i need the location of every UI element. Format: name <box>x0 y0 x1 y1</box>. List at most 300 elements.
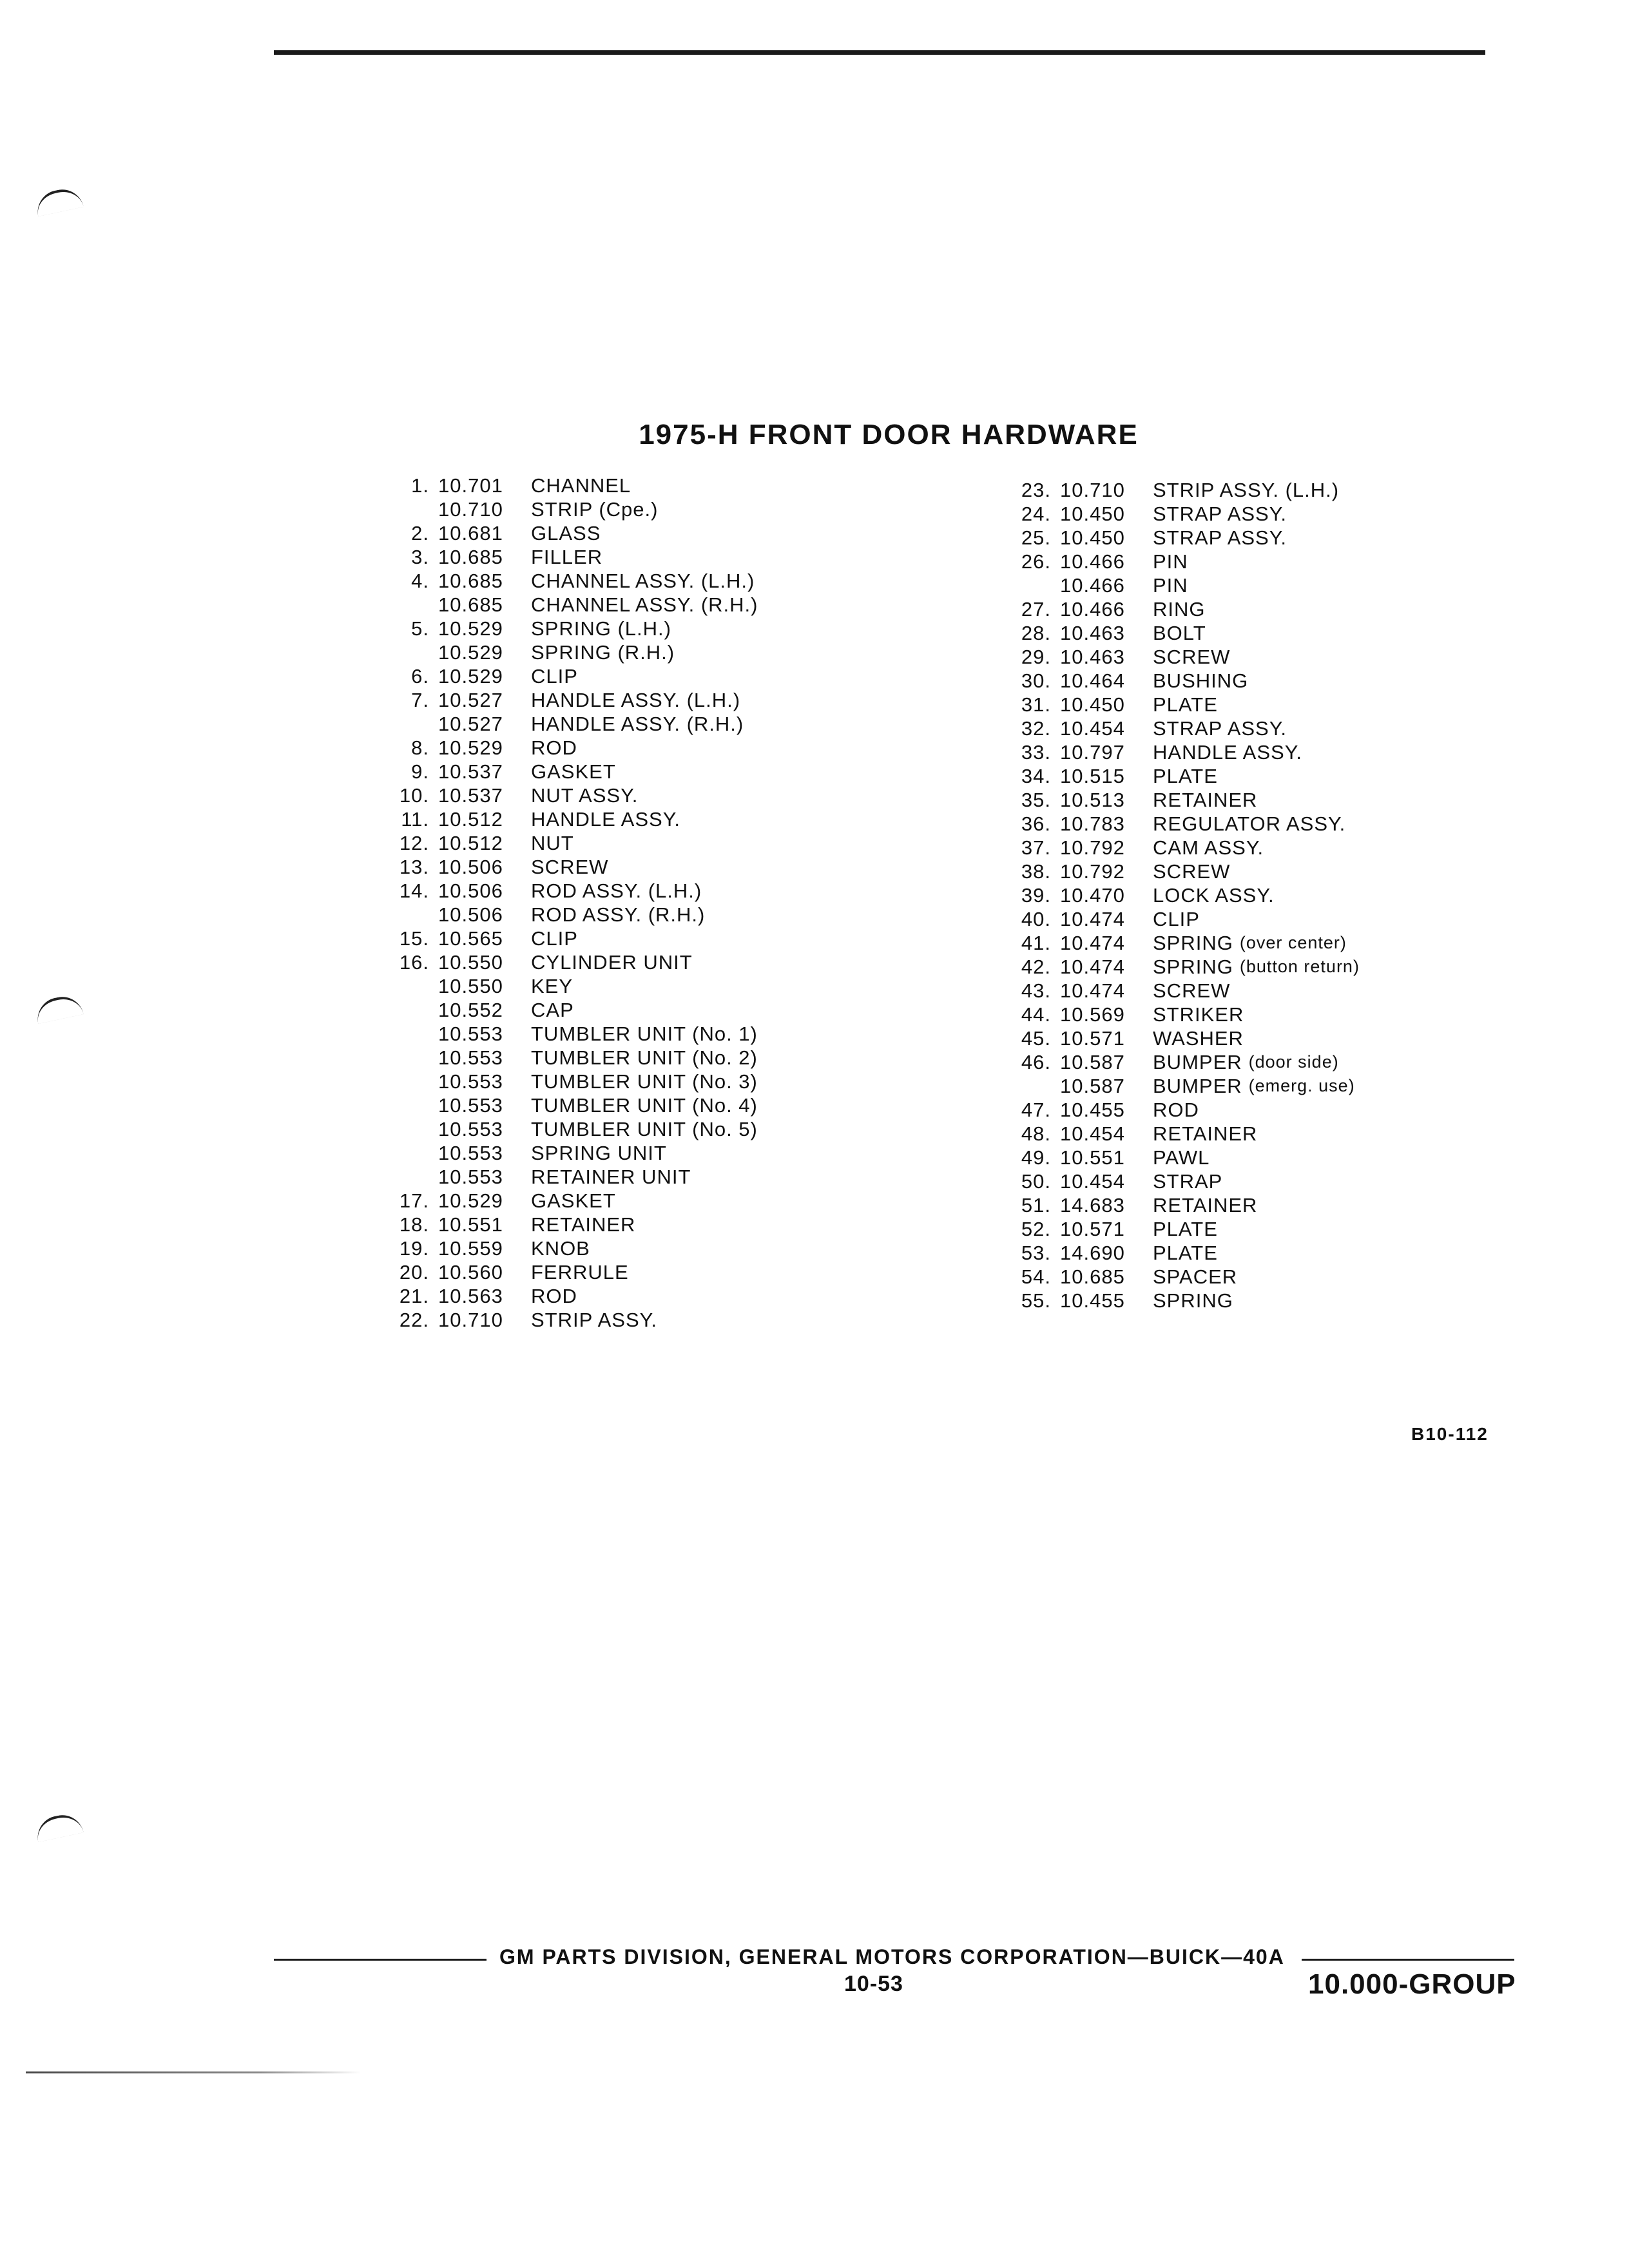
parts-list-row <box>983 883 1360 907</box>
part-description: STRIP ASSY. <box>531 1309 657 1331</box>
parts-list-row <box>983 693 1360 716</box>
group-number: 10.710 <box>438 1309 503 1331</box>
group-number: 14.690 <box>1060 1242 1125 1264</box>
group-number: 10.550 <box>438 951 503 974</box>
part-description: ROD ASSY. (L.H.) <box>531 879 702 902</box>
item-number: 28. <box>1021 622 1051 644</box>
group-number: 10.553 <box>438 1070 503 1093</box>
item-number: 41. <box>1021 932 1051 954</box>
part-description: HANDLE ASSY. <box>1153 741 1302 764</box>
item-number <box>361 1070 438 1093</box>
item-number: 46. <box>1021 1051 1051 1073</box>
parts-list-row <box>361 903 758 927</box>
part-description: STRAP ASSY. <box>1153 503 1287 525</box>
part-description: STRIP (Cpe.) <box>531 498 659 521</box>
group-number: 10.569 <box>1060 1003 1125 1026</box>
part-description: RETAINER <box>531 1213 636 1236</box>
parts-list-row <box>361 1093 758 1117</box>
part-description: CYLINDER UNIT <box>531 951 693 974</box>
group-number: 10.529 <box>438 736 503 759</box>
parts-list-row <box>983 740 1360 764</box>
group-number: 10.529 <box>438 641 503 664</box>
group-number: 10.537 <box>438 784 503 807</box>
part-description: STRAP ASSY. <box>1153 717 1287 740</box>
part-description: ROD <box>531 1285 577 1307</box>
item-number: 17. <box>399 1189 429 1212</box>
item-number: 54. <box>1021 1265 1051 1288</box>
item-number: 38. <box>1021 860 1051 883</box>
part-description: RETAINER <box>1153 789 1258 811</box>
part-description: SCREW <box>531 856 609 878</box>
group-number: 10.565 <box>438 927 503 950</box>
item-number: 33. <box>1021 741 1051 764</box>
parts-list-row <box>361 760 758 783</box>
parts-list-left <box>361 474 758 1332</box>
group-number: 10.797 <box>1060 741 1125 764</box>
part-description: NUT <box>531 832 574 854</box>
parts-list-row <box>983 550 1360 573</box>
page-number: 10-53 <box>844 1972 903 1996</box>
part-description: SPACER <box>1153 1265 1238 1288</box>
part-description: HANDLE ASSY. (L.H.) <box>531 689 741 711</box>
item-number: 22. <box>399 1309 429 1331</box>
group-number: 10.550 <box>438 975 503 997</box>
item-number: 2. <box>411 522 429 544</box>
parts-list-row <box>361 1260 758 1284</box>
group-number: 10.512 <box>438 808 503 831</box>
group-number: 10.783 <box>1060 812 1125 835</box>
group-number: 10.474 <box>1060 979 1125 1002</box>
part-description: KEY <box>531 975 574 997</box>
parts-list-row <box>983 597 1360 621</box>
group-number: 10.506 <box>438 903 503 926</box>
item-number: 51. <box>1021 1194 1051 1216</box>
parts-list-row <box>983 478 1360 502</box>
part-description: TUMBLER UNIT (No. 3) <box>531 1070 758 1093</box>
parts-list-row <box>361 1046 758 1070</box>
item-number <box>983 573 1060 597</box>
part-description: PIN <box>1153 574 1188 597</box>
part-description: SPRING (L.H.) <box>531 617 671 640</box>
binder-hole-mark-bottom <box>34 1811 83 1842</box>
parts-list-row <box>983 1241 1360 1265</box>
parts-list-row <box>983 860 1360 883</box>
parts-list-row <box>983 1074 1360 1098</box>
item-number <box>361 497 438 521</box>
part-description: REGULATOR ASSY. <box>1153 812 1346 835</box>
parts-list-row <box>361 1070 758 1093</box>
part-description: HANDLE ASSY. <box>531 808 680 831</box>
parts-list-row <box>361 1165 758 1189</box>
part-description: BUMPER <box>1153 1075 1242 1097</box>
part-description: SCREW <box>1153 860 1231 883</box>
part-description: ROD <box>1153 1099 1199 1121</box>
group-number: 10.685 <box>1060 1265 1125 1288</box>
part-description: FILLER <box>531 546 603 568</box>
group-number: 10.529 <box>438 1189 503 1212</box>
group-number: 10.529 <box>438 617 503 640</box>
item-number <box>361 1022 438 1046</box>
item-number: 23. <box>1021 479 1051 501</box>
scan-edge-mark <box>26 2071 361 2073</box>
parts-list-row <box>983 1003 1360 1026</box>
part-description: KNOB <box>531 1237 590 1260</box>
parts-list-row <box>361 1022 758 1046</box>
group-number: 10.455 <box>1060 1099 1125 1121</box>
parts-list-row <box>361 569 758 593</box>
item-number <box>361 998 438 1022</box>
item-number: 37. <box>1021 836 1051 859</box>
group-number: 10.559 <box>438 1237 503 1260</box>
group-number: 10.466 <box>1060 574 1125 597</box>
footer-publisher: GM PARTS DIVISION, GENERAL MOTORS CORPORATION—BUICK—40A <box>499 1945 1285 1968</box>
item-number: 19. <box>399 1237 429 1260</box>
group-number: 10.560 <box>438 1261 503 1283</box>
part-description: CHANNEL <box>531 474 631 497</box>
item-number: 40. <box>1021 908 1051 930</box>
part-description: WASHER <box>1153 1027 1244 1050</box>
parts-list-row <box>983 669 1360 693</box>
parts-list-row <box>983 716 1360 740</box>
item-number: 29. <box>1021 646 1051 668</box>
item-number: 52. <box>1021 1218 1051 1240</box>
part-description: ROD ASSY. (R.H.) <box>531 903 706 926</box>
footer-rule-left <box>274 1959 487 1961</box>
part-note: (door side) <box>1248 1052 1339 1072</box>
group-number: 10.587 <box>1060 1075 1125 1097</box>
binder-hole-mark-middle <box>34 993 83 1024</box>
parts-list-row <box>983 1217 1360 1241</box>
item-number <box>361 903 438 927</box>
part-note: (button return) <box>1239 957 1360 976</box>
item-number: 3. <box>411 546 429 568</box>
group-number: 10.450 <box>1060 693 1125 716</box>
part-description: RING <box>1153 598 1206 620</box>
item-number: 35. <box>1021 789 1051 811</box>
group-number: 10.527 <box>438 689 503 711</box>
group-number: 10.553 <box>438 1094 503 1117</box>
part-description: PLATE <box>1153 1218 1218 1240</box>
item-number <box>361 1141 438 1165</box>
group-number: 10.553 <box>438 1142 503 1164</box>
item-number: 39. <box>1021 884 1051 907</box>
part-description: SCREW <box>1153 646 1231 668</box>
item-number: 16. <box>399 951 429 974</box>
parts-list-row <box>983 907 1360 931</box>
group-number: 10.792 <box>1060 860 1125 883</box>
parts-list-row <box>983 645 1360 669</box>
item-number: 8. <box>411 736 429 759</box>
parts-list-row <box>983 621 1360 645</box>
item-number: 14. <box>399 879 429 902</box>
parts-list-right <box>983 478 1360 1312</box>
part-description: SPRING UNIT <box>531 1142 667 1164</box>
parts-list-row <box>983 764 1360 788</box>
group-number: 10.529 <box>438 665 503 687</box>
item-number: 45. <box>1021 1027 1051 1050</box>
group-number: 10.571 <box>1060 1218 1125 1240</box>
item-number <box>361 712 438 736</box>
page-title: 1975-H FRONT DOOR HARDWARE <box>639 419 1139 450</box>
group-number: 10.513 <box>1060 789 1125 811</box>
parts-list-row <box>361 736 758 760</box>
part-note: (over center) <box>1239 933 1347 952</box>
part-description: HANDLE ASSY. (R.H.) <box>531 713 744 735</box>
item-number: 9. <box>411 760 429 783</box>
parts-list-row <box>361 783 758 807</box>
item-number: 15. <box>399 927 429 950</box>
part-description: TUMBLER UNIT (No. 2) <box>531 1046 758 1069</box>
part-description: TUMBLER UNIT (No. 4) <box>531 1094 758 1117</box>
group-label: 10.000-GROUP <box>1308 1968 1516 2000</box>
item-number: 36. <box>1021 812 1051 835</box>
parts-list-row <box>361 521 758 545</box>
part-description: CHANNEL ASSY. (R.H.) <box>531 593 758 616</box>
item-number: 27. <box>1021 598 1051 620</box>
item-number: 26. <box>1021 550 1051 573</box>
parts-list-row <box>983 979 1360 1003</box>
parts-list-row <box>361 617 758 640</box>
group-number: 10.506 <box>438 879 503 902</box>
parts-list-row <box>361 807 758 831</box>
part-description: SPRING <box>1153 956 1233 978</box>
item-number: 50. <box>1021 1170 1051 1193</box>
part-description: NUT ASSY. <box>531 784 639 807</box>
parts-list-row <box>983 955 1360 979</box>
part-description: CAP <box>531 999 574 1021</box>
figure-code: B10-112 <box>1411 1424 1489 1444</box>
group-number: 10.463 <box>1060 622 1125 644</box>
item-number <box>361 1093 438 1117</box>
parts-list-row <box>983 1289 1360 1312</box>
part-description: PIN <box>1153 550 1188 573</box>
footer-rule-right <box>1302 1959 1514 1961</box>
parts-list-row <box>361 1141 758 1165</box>
part-description: PLATE <box>1153 693 1218 716</box>
group-number: 10.701 <box>438 474 503 497</box>
item-number <box>361 1117 438 1141</box>
item-number: 10. <box>399 784 429 807</box>
parts-list-row <box>983 1122 1360 1146</box>
item-number: 20. <box>399 1261 429 1283</box>
parts-list-row <box>361 545 758 569</box>
item-number: 47. <box>1021 1099 1051 1121</box>
part-description: PAWL <box>1153 1146 1210 1169</box>
group-number: 10.685 <box>438 546 503 568</box>
item-number: 7. <box>411 689 429 711</box>
group-number: 10.685 <box>438 570 503 592</box>
part-description: TUMBLER UNIT (No. 5) <box>531 1118 758 1140</box>
group-number: 10.587 <box>1060 1051 1125 1073</box>
top-rule <box>274 50 1485 55</box>
part-description: BUSHING <box>1153 669 1249 692</box>
parts-list-row <box>983 526 1360 550</box>
part-description: GLASS <box>531 522 601 544</box>
part-description: STRIP ASSY. (L.H.) <box>1153 479 1340 501</box>
group-number: 10.553 <box>438 1166 503 1188</box>
item-number: 18. <box>399 1213 429 1236</box>
group-number: 10.470 <box>1060 884 1125 907</box>
part-description: ROD <box>531 736 577 759</box>
group-number: 10.463 <box>1060 646 1125 668</box>
binder-hole-mark-top <box>34 186 83 216</box>
part-description: TUMBLER UNIT (No. 1) <box>531 1023 758 1045</box>
group-number: 10.553 <box>438 1118 503 1140</box>
item-number: 31. <box>1021 693 1051 716</box>
parts-list-row <box>983 502 1360 526</box>
group-number: 10.454 <box>1060 1170 1125 1193</box>
group-number: 10.681 <box>438 522 503 544</box>
part-description: FERRULE <box>531 1261 629 1283</box>
parts-list-row <box>983 1146 1360 1169</box>
parts-list-row <box>361 640 758 664</box>
group-number: 14.683 <box>1060 1194 1125 1216</box>
group-number: 10.515 <box>1060 765 1125 787</box>
group-number: 10.466 <box>1060 550 1125 573</box>
group-number: 10.454 <box>1060 1122 1125 1145</box>
parts-list-row <box>361 497 758 521</box>
part-description: CLIP <box>531 665 578 687</box>
parts-list-row <box>361 1308 758 1332</box>
group-number: 10.553 <box>438 1046 503 1069</box>
item-number: 6. <box>411 665 429 687</box>
item-number: 5. <box>411 617 429 640</box>
part-description: RETAINER UNIT <box>531 1166 691 1188</box>
part-description: GASKET <box>531 760 616 783</box>
group-number: 10.450 <box>1060 526 1125 549</box>
item-number: 32. <box>1021 717 1051 740</box>
parts-list-row <box>361 879 758 903</box>
parts-list-row <box>361 1236 758 1260</box>
part-description: RETAINER <box>1153 1194 1258 1216</box>
parts-list-row <box>983 573 1360 597</box>
group-number: 10.450 <box>1060 503 1125 525</box>
parts-list-row <box>361 474 758 497</box>
group-number: 10.455 <box>1060 1289 1125 1312</box>
group-number: 10.506 <box>438 856 503 878</box>
parts-list-row <box>983 1193 1360 1217</box>
item-number <box>361 974 438 998</box>
part-description: SPRING (R.H.) <box>531 641 675 664</box>
parts-list-row <box>361 593 758 617</box>
item-number: 53. <box>1021 1242 1051 1264</box>
part-description: CLIP <box>531 927 578 950</box>
parts-list-row <box>983 1026 1360 1050</box>
part-description: CAM ASSY. <box>1153 836 1264 859</box>
parts-list-row <box>361 974 758 998</box>
group-number: 10.553 <box>438 1023 503 1045</box>
item-number: 12. <box>399 832 429 854</box>
item-number: 1. <box>411 474 429 497</box>
part-description: RETAINER <box>1153 1122 1258 1145</box>
parts-list-row <box>361 831 758 855</box>
group-number: 10.710 <box>1060 479 1125 501</box>
item-number: 30. <box>1021 669 1051 692</box>
item-number: 4. <box>411 570 429 592</box>
parts-list-row <box>983 812 1360 836</box>
part-description: STRIKER <box>1153 1003 1244 1026</box>
group-number: 10.466 <box>1060 598 1125 620</box>
group-number: 10.474 <box>1060 932 1125 954</box>
part-description: CLIP <box>1153 908 1200 930</box>
group-number: 10.551 <box>438 1213 503 1236</box>
group-number: 10.792 <box>1060 836 1125 859</box>
item-number: 48. <box>1021 1122 1051 1145</box>
group-number: 10.454 <box>1060 717 1125 740</box>
group-number: 10.571 <box>1060 1027 1125 1050</box>
item-number <box>361 1046 438 1070</box>
group-number: 10.464 <box>1060 669 1125 692</box>
part-description: BUMPER <box>1153 1051 1242 1073</box>
item-number: 42. <box>1021 956 1051 978</box>
parts-list-row <box>983 1050 1360 1074</box>
parts-list-row <box>361 998 758 1022</box>
parts-list-row <box>361 664 758 688</box>
parts-list-row <box>983 1098 1360 1122</box>
item-number: 34. <box>1021 765 1051 787</box>
part-description: CHANNEL ASSY. (L.H.) <box>531 570 755 592</box>
item-number: 44. <box>1021 1003 1051 1026</box>
group-number: 10.685 <box>438 593 503 616</box>
parts-list-row <box>983 1169 1360 1193</box>
parts-list-row <box>361 1284 758 1308</box>
group-number: 10.563 <box>438 1285 503 1307</box>
part-description: SPRING <box>1153 932 1233 954</box>
parts-list-row <box>361 1117 758 1141</box>
part-description: PLATE <box>1153 1242 1218 1264</box>
part-note: (emerg. use) <box>1248 1076 1355 1095</box>
parts-list-row <box>983 788 1360 812</box>
parts-list-row <box>361 1189 758 1213</box>
group-number: 10.552 <box>438 999 503 1021</box>
group-number: 10.474 <box>1060 956 1125 978</box>
parts-list-row <box>983 931 1360 955</box>
part-description: BOLT <box>1153 622 1206 644</box>
parts-list-row <box>361 1213 758 1236</box>
part-description: SPRING <box>1153 1289 1233 1312</box>
parts-list-row <box>983 836 1360 860</box>
part-description: PLATE <box>1153 765 1218 787</box>
group-number: 10.512 <box>438 832 503 854</box>
item-number: 11. <box>401 808 429 831</box>
part-description: GASKET <box>531 1189 616 1212</box>
item-number: 25. <box>1021 526 1051 549</box>
part-description: STRAP ASSY. <box>1153 526 1287 549</box>
group-number: 10.527 <box>438 713 503 735</box>
item-number: 55. <box>1021 1289 1051 1312</box>
group-number: 10.537 <box>438 760 503 783</box>
item-number: 49. <box>1021 1146 1051 1169</box>
item-number: 13. <box>399 856 429 878</box>
item-number <box>983 1074 1060 1098</box>
parts-list-row <box>361 855 758 879</box>
part-description: STRAP <box>1153 1170 1223 1193</box>
item-number: 21. <box>399 1285 429 1307</box>
item-number <box>361 640 438 664</box>
parts-list-row <box>361 950 758 974</box>
item-number: 24. <box>1021 503 1051 525</box>
item-number <box>361 1165 438 1189</box>
parts-list-row <box>361 712 758 736</box>
part-description: LOCK ASSY. <box>1153 884 1275 907</box>
item-number: 43. <box>1021 979 1051 1002</box>
group-number: 10.474 <box>1060 908 1125 930</box>
parts-list-row <box>361 927 758 950</box>
group-number: 10.551 <box>1060 1146 1125 1169</box>
part-description: SCREW <box>1153 979 1231 1002</box>
parts-list-row <box>361 688 758 712</box>
group-number: 10.710 <box>438 498 503 521</box>
